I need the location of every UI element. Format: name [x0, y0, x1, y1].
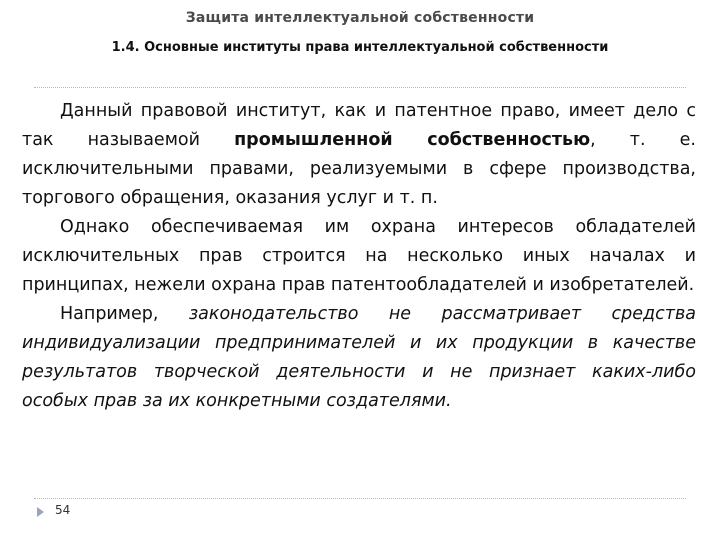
content-body [22, 97, 696, 416]
page-number: 54 [55, 503, 71, 517]
paragraph-1 [22, 97, 696, 213]
top-divider [34, 87, 686, 88]
paragraph-3-lead: Например, [60, 304, 189, 324]
paragraph-3 [22, 300, 696, 416]
paragraph-1-bold-term: промышленной собственностью [234, 130, 591, 150]
paragraph-3-italic-text: законодательство не рассматривает средства индивидуализации предпринимателей и их продукции в качестве результатов творческой деятельности и не признает каких-либо особых прав за их конкретными создателями. [22, 304, 696, 411]
paragraph-2: Однако обеспечиваемая им охрана интересов обладателей исключительных прав строится на несколько иных началах и принципах, нежели охрана прав патентообладателей и изобретателей. [22, 217, 696, 295]
triangle-marker-icon [37, 507, 44, 517]
slide-title: Защита интеллектуальной собственности [185, 10, 535, 26]
paragraph-1-text: Данный правовой институт, как и патентное право, имеет дело с так называемой [22, 101, 696, 150]
paragraph-1-tail: , т. е. исключительными правами, реализуемыми в сфере производства, торгового обращения, оказания услуг и т. п. [22, 130, 696, 208]
bottom-divider [34, 498, 686, 499]
slide-subtitle: 1.4. Основные институты права интеллектуальной собственности [111, 40, 609, 55]
